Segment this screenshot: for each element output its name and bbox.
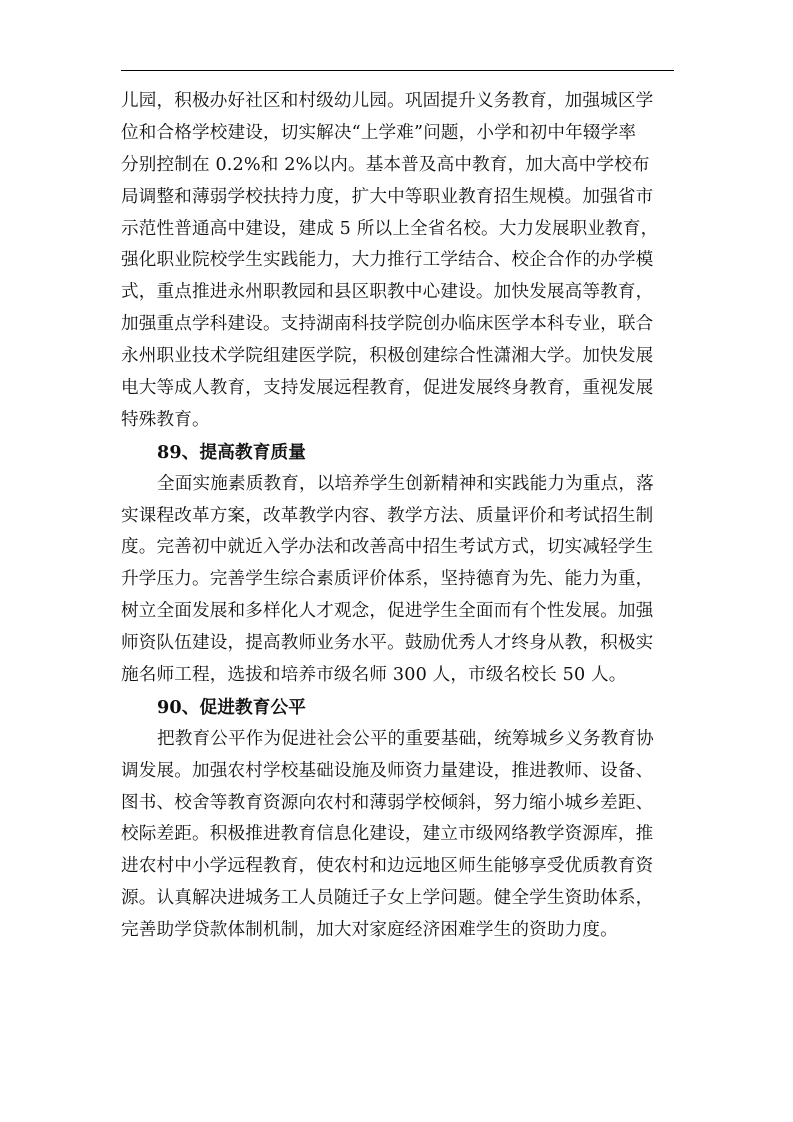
body-line: 源。认真解决进城务工人员随迁子女上学问题。健全学生资助体系，: [121, 888, 654, 909]
body-line: 校际差距。积极推进教育信息化建设，建立市级网络教学资源库，推: [121, 824, 654, 845]
body-line: 永州职业技术学院组建医学院，积极创建综合性潇湘大学。加快发展: [121, 346, 654, 367]
body-line: 式，重点推进永州职教园和县区职教中心建设。加快发展高等教育，: [121, 282, 654, 303]
section-heading-89: 89、提高教育质量: [157, 441, 306, 463]
paragraph-first-line: 把教育公平作为促进社会公平的重要基础，统筹城乡义务教育协: [157, 728, 654, 749]
paragraph-first-line: 全面实施素质教育，以培养学生创新精神和实践能力为重点，落: [157, 473, 654, 494]
body-line: 调发展。加强农村学校基础设施及师资力量建设，推进教师、设备、: [121, 760, 654, 781]
header-rule: [121, 70, 674, 71]
document-body: [121, 86, 681, 947]
body-line: 电大等成人教育，支持发展远程教育，促进发展终身教育，重视发展: [121, 378, 654, 399]
body-line: 施名师工程，选拔和培养市级名师 300 人，市级名校长 50 人。: [121, 665, 627, 686]
body-line: 实课程改革方案，改革教学内容、教学方法、质量评价和考试招生制: [121, 505, 654, 526]
body-line: 师资队伍建设，提高教师业务水平。鼓励优秀人才终身从教，积极实: [121, 633, 654, 654]
body-line: 图书、校舍等教育资源向农村和薄弱学校倾斜，努力缩小城乡差距、: [121, 792, 654, 813]
body-line: 示范性普通高中建设，建成 5 所以上全省名校。大力发展职业教育，: [121, 218, 659, 239]
body-line: 树立全面发展和多样化人才观念，促进学生全面而有个性发展。加强: [121, 601, 654, 622]
body-line: 局调整和薄弱学校扶持力度，扩大中等职业教育招生规模。加强省市: [121, 186, 654, 207]
body-line: 儿园，积极办好社区和村级幼儿园。巩固提升义务教育，加强城区学: [121, 91, 654, 111]
body-line: 强化职业院校学生实践能力，大力推行工学结合、校企合作的办学模: [121, 250, 654, 271]
body-line: 加强重点学科建设。支持湖南科技学院创办临床医学本科专业，联合: [121, 314, 654, 335]
section-heading-90: 90、促进教育公平: [157, 696, 306, 718]
body-line: 完善助学贷款体制机制，加大对家庭经济困难学生的资助力度。: [121, 920, 618, 941]
body-line: 位和合格学校建设，切实解决“上学难”问题，小学和初中年辍学率: [121, 122, 637, 143]
body-line: 进农村中小学远程教育，使农村和边远地区师生能够享受优质教育资: [121, 856, 654, 877]
body-line: 升学压力。完善学生综合素质评价体系，坚持德育为先、能力为重，: [121, 569, 654, 590]
body-line: 分别控制在 0.2%和 2%以内。基本普及高中教育，加大高中学校布: [121, 154, 650, 175]
body-line: 特殊教育。: [121, 409, 210, 430]
body-line: 度。完善初中就近入学办法和改善高中招生考试方式，切实减轻学生: [121, 537, 654, 558]
